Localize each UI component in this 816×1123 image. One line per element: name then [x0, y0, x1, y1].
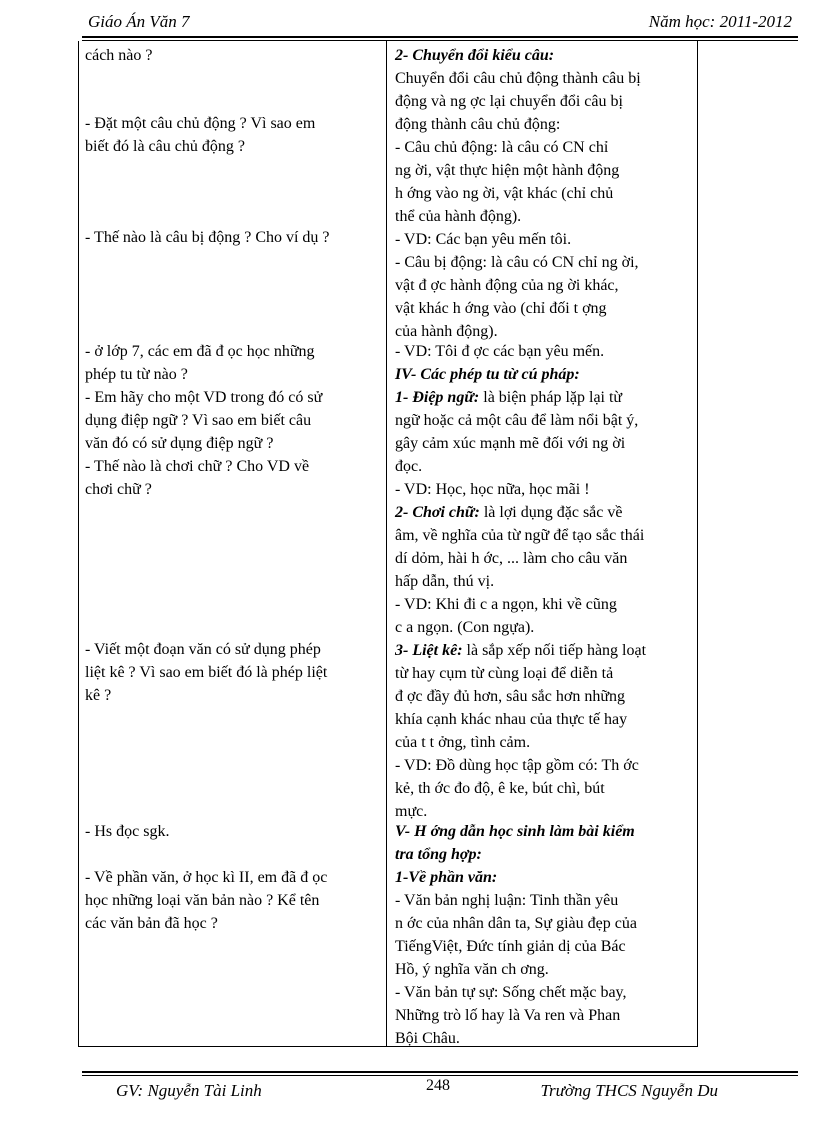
- right-line: vật đ ợc hành động của ng ời khác,: [395, 277, 619, 294]
- left-line: - Thế nào là chơi chữ ? Cho VD về: [85, 458, 310, 475]
- left-line: cách nào ?: [85, 47, 153, 64]
- right-line: c a ngọn. (Con ngựa).: [395, 619, 535, 636]
- term-label: 3- Liệt kê:: [395, 642, 463, 659]
- right-line: - Câu bị động: là câu có CN chỉ ng ời,: [395, 254, 639, 271]
- right-line: gây cảm xúc mạnh mẽ đối với ng ời: [395, 435, 626, 452]
- right-line: [395, 501, 622, 524]
- footer-rule-thin: [82, 1075, 798, 1076]
- section-heading: V- H ớng dẫn học sinh làm bài kiểm: [395, 823, 635, 840]
- term-definition: là sắp xếp nối tiếp hàng loạt: [462, 642, 647, 659]
- right-line: - VD: Học, học nữa, học mãi !: [395, 481, 590, 498]
- section-heading: IV- Các phép tu từ cú pháp:: [395, 366, 580, 383]
- left-line: phép tu từ nào ?: [85, 366, 188, 383]
- right-line: vật khác h ớng vào (chỉ đối t ợng: [395, 300, 607, 317]
- right-line: ng ời, vật thực hiện một hành động: [395, 162, 620, 179]
- column-divider: [386, 41, 387, 1046]
- right-line: - VD: Đồ dùng học tập gồm có: Th ớc: [395, 757, 639, 774]
- left-line: - Em hãy cho một VD trong đó có sử: [85, 389, 323, 406]
- right-line: n ớc của nhân dân ta, Sự giàu đẹp của: [395, 915, 637, 932]
- header-school-year: Năm học: 2011-2012: [648, 12, 792, 31]
- header-title: Giáo Án Văn 7: [88, 12, 190, 31]
- term-definition: là lợi dụng đặc sắc về: [479, 504, 623, 521]
- left-line: chơi chữ ?: [85, 481, 152, 498]
- right-line: Bội Châu.: [395, 1030, 460, 1047]
- right-line: h ớng vào ng ời, vật khác (chỉ chủ: [395, 185, 614, 202]
- left-line: dụng điệp ngữ ? Vì sao em biết câu: [85, 412, 312, 429]
- right-line: đ ợc đầy đủ hơn, sâu sắc hơn những: [395, 688, 626, 705]
- right-line: [395, 639, 646, 662]
- left-line: học những loại văn bản nào ? Kể tên: [85, 892, 320, 909]
- term-label: 1- Điệp ngữ:: [395, 389, 480, 406]
- left-line: - Thế nào là câu bị động ? Cho ví dụ ?: [85, 229, 330, 246]
- right-line: động thành câu chủ động:: [395, 116, 561, 133]
- right-line: - Văn bản tự sự: Sống chết mặc bay,: [395, 984, 627, 1001]
- right-line: dí dỏm, hài h ớc, ... làm cho câu văn: [395, 550, 628, 567]
- page-number: 248: [426, 1077, 450, 1094]
- right-line: của hành động).: [395, 323, 498, 340]
- header-rule: [82, 36, 798, 38]
- section-heading: 1-Về phần văn:: [395, 869, 498, 886]
- right-line: âm, về nghĩa của từ ngữ để tạo sắc thái: [395, 527, 645, 544]
- left-line: - ở lớp 7, các em đã đ ọc học những: [85, 343, 315, 360]
- right-line: Chuyển đổi câu chủ động thành câu bị: [395, 70, 641, 87]
- right-line: hấp dẫn, thú vị.: [395, 573, 495, 590]
- footer-rule: [82, 1071, 798, 1073]
- right-line: - Văn bản nghị luận: Tinh thần yêu: [395, 892, 619, 909]
- right-line: ngữ hoặc cả một câu để làm nổi bật ý,: [395, 412, 639, 429]
- right-line: từ hay cụm từ cùng loại để diễn tả: [395, 665, 614, 682]
- left-line: kê ?: [85, 687, 112, 704]
- right-line: kẻ, th ớc đo độ, ê ke, bút chì, bút: [395, 780, 605, 797]
- lesson-table: [78, 41, 698, 1047]
- right-line: thể của hành động).: [395, 208, 522, 225]
- right-line: - Câu chủ động: là câu có CN chỉ: [395, 139, 609, 156]
- footer-school: Trường THCS Nguyễn Du: [540, 1081, 718, 1100]
- right-line: đọc.: [395, 458, 423, 475]
- left-line: văn đó có sử dụng điệp ngữ ?: [85, 435, 274, 452]
- right-line: khía cạnh khác nhau của thực tế hay: [395, 711, 628, 728]
- term-label: 2- Chơi chữ:: [395, 504, 480, 521]
- right-line: động và ng ợc lại chuyển đổi câu bị: [395, 93, 623, 110]
- right-line: - VD: Tôi đ ợc các bạn yêu mến.: [395, 343, 605, 360]
- left-line: - Đặt một câu chủ động ? Vì sao em: [85, 115, 316, 132]
- page-header: [82, 12, 798, 36]
- right-line: - VD: Khi đi c a ngọn, khi về cũng: [395, 596, 617, 613]
- left-line: liệt kê ? Vì sao em biết đó là phép liệt: [85, 664, 328, 681]
- left-line: - Viết một đoạn văn có sử dụng phép: [85, 641, 321, 658]
- left-line: - Hs đọc sgk.: [85, 823, 170, 840]
- left-line: biết đó là câu chủ động ?: [85, 138, 245, 155]
- footer-teacher: GV: Nguyễn Tài Linh: [116, 1081, 262, 1100]
- right-line: TiếngViệt, Đức tính giản dị của Bác: [395, 938, 626, 955]
- left-line: các văn bản đã học ?: [85, 915, 218, 932]
- right-line: của t t ởng, tình cảm.: [395, 734, 531, 751]
- section-heading: tra tổng hợp:: [395, 846, 482, 863]
- term-definition: là biện pháp lặp lại từ: [479, 389, 623, 406]
- section-heading: 2- Chuyển đổi kiểu câu:: [395, 47, 555, 64]
- right-line: mực.: [395, 803, 428, 820]
- right-line: [395, 386, 622, 409]
- right-line: - VD: Các bạn yêu mến tôi.: [395, 231, 572, 248]
- left-line: - Về phần văn, ở học kì II, em đã đ ọc: [85, 869, 328, 886]
- page-footer: [82, 1077, 798, 1107]
- right-line: Hồ, ý nghĩa văn ch ơng.: [395, 961, 549, 978]
- right-line: Những trò lố hay là Va ren và Phan: [395, 1007, 621, 1024]
